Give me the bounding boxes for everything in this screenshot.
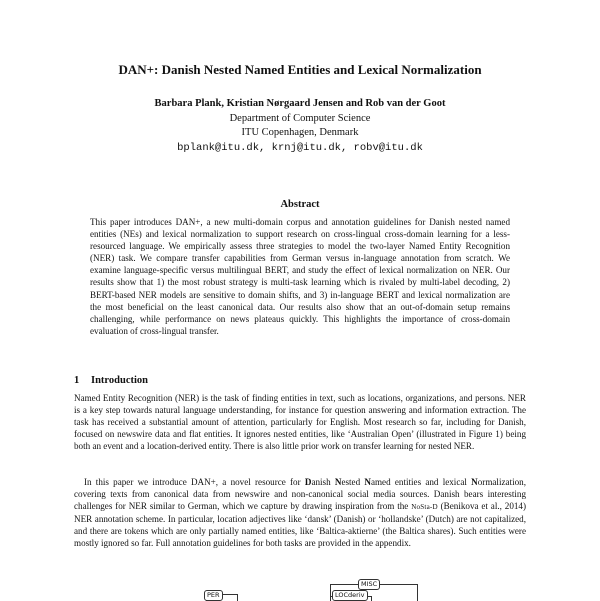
figure-1-preview <box>180 576 420 600</box>
section-title: Introduction <box>91 375 148 386</box>
tag-misc: MISC <box>358 579 380 590</box>
nosta-d-name: NoSta-D <box>411 503 438 512</box>
paper-title: DAN+: Danish Nested Named Entities and Lexical Normalization <box>118 62 482 77</box>
p2-bold-n3: N <box>471 477 478 487</box>
intro-paragraph-1: Named Entity Recognition (NER) is the task of finding entities in text, such as locations, organizations, and persons. NER is a key step towards natural language understanding, for instance for question answering and information extraction. The task has received a substantial amount of attention, particularly for English. Most research so far, including for Danish, focused on newswire data and flat entities. It ignores nested entities, like ‘Australian Open’ (illustrated in Figure 1) being both an event and a location-derived entity. There is also little prior work on transfer learning for nested NER. <box>74 393 526 452</box>
p2-part-d: amed entities and lexical <box>370 477 472 487</box>
author-list: Barbara Plank, Kristian Nørgaard Jensen and Rob van der Goot <box>154 98 446 109</box>
section-heading-introduction <box>74 375 148 386</box>
p2-part-a: In this paper we introduce DAN+, a novel resource for <box>84 477 305 487</box>
section-number: 1 <box>74 375 80 386</box>
p2-bold-d: D <box>304 477 312 487</box>
department: Department of Computer Science <box>229 113 371 124</box>
tag-per: PER <box>204 590 223 601</box>
p2-part-c: ested <box>341 477 365 487</box>
p2-part-e: ormalization, covering texts from canonical data from newswire and non-canonical social media sources. Danish bears interesting challenges for NER similar to German, which we capture by drawing inspiration from the <box>74 477 526 512</box>
p2-bold-n2: N <box>364 477 371 487</box>
abstract-heading: Abstract <box>280 199 320 210</box>
p2-part-b: anish <box>311 477 335 487</box>
p2-part-f: (Benikova et al., 2014) NER annotation scheme. In particular, location adjectives like ‘dansk’ (Danish) or ‘hollandske’ (Dutch) are not capitalized, and there are tokens which are only partially named entities, like ‘Baltica-aktierne’ (the Baltica shares). Such entities were mostly ignored so far. Full annotation guidelines for both tasks are provided in the appendix. <box>74 501 526 549</box>
tag-locderiv: LOCderiv <box>332 590 368 601</box>
intro-paragraph-2 <box>74 476 526 550</box>
author-emails: bplank@itu.dk, krnj@itu.dk, robv@itu.dk <box>177 142 423 154</box>
institution: ITU Copenhagen, Denmark <box>241 127 359 138</box>
p2-bold-n1: N <box>334 477 342 487</box>
abstract-text: This paper introduces DAN+, a new multi-domain corpus and annotation guidelines for Danish nested named entities (NEs) and lexical normalization to support research on cross-lingual cross-domain learning for a less-resourced language. We empirically assess three strategies to model the two-layer Named Entity Recognition (NER) task. We compare transfer capabilities from German versus in-language annotation from scratch. We examine language-specific versus multilingual BERT, and study the effect of lexical normalization on NER. Our results show that 1) the most robust strategy is multi-task learning which is rivaled by multi-label decoding, 2) BERT-based NER models are sensitive to domain shifts, and 3) in-language BERT and lexical normalization are the most beneficial on the least canonical data. Our results also show that an out-of-domain setup remains challenging, while performance on news plateaus quickly. This highlights the importance of cross-domain evaluation of cross-lingual transfer. <box>90 217 510 336</box>
